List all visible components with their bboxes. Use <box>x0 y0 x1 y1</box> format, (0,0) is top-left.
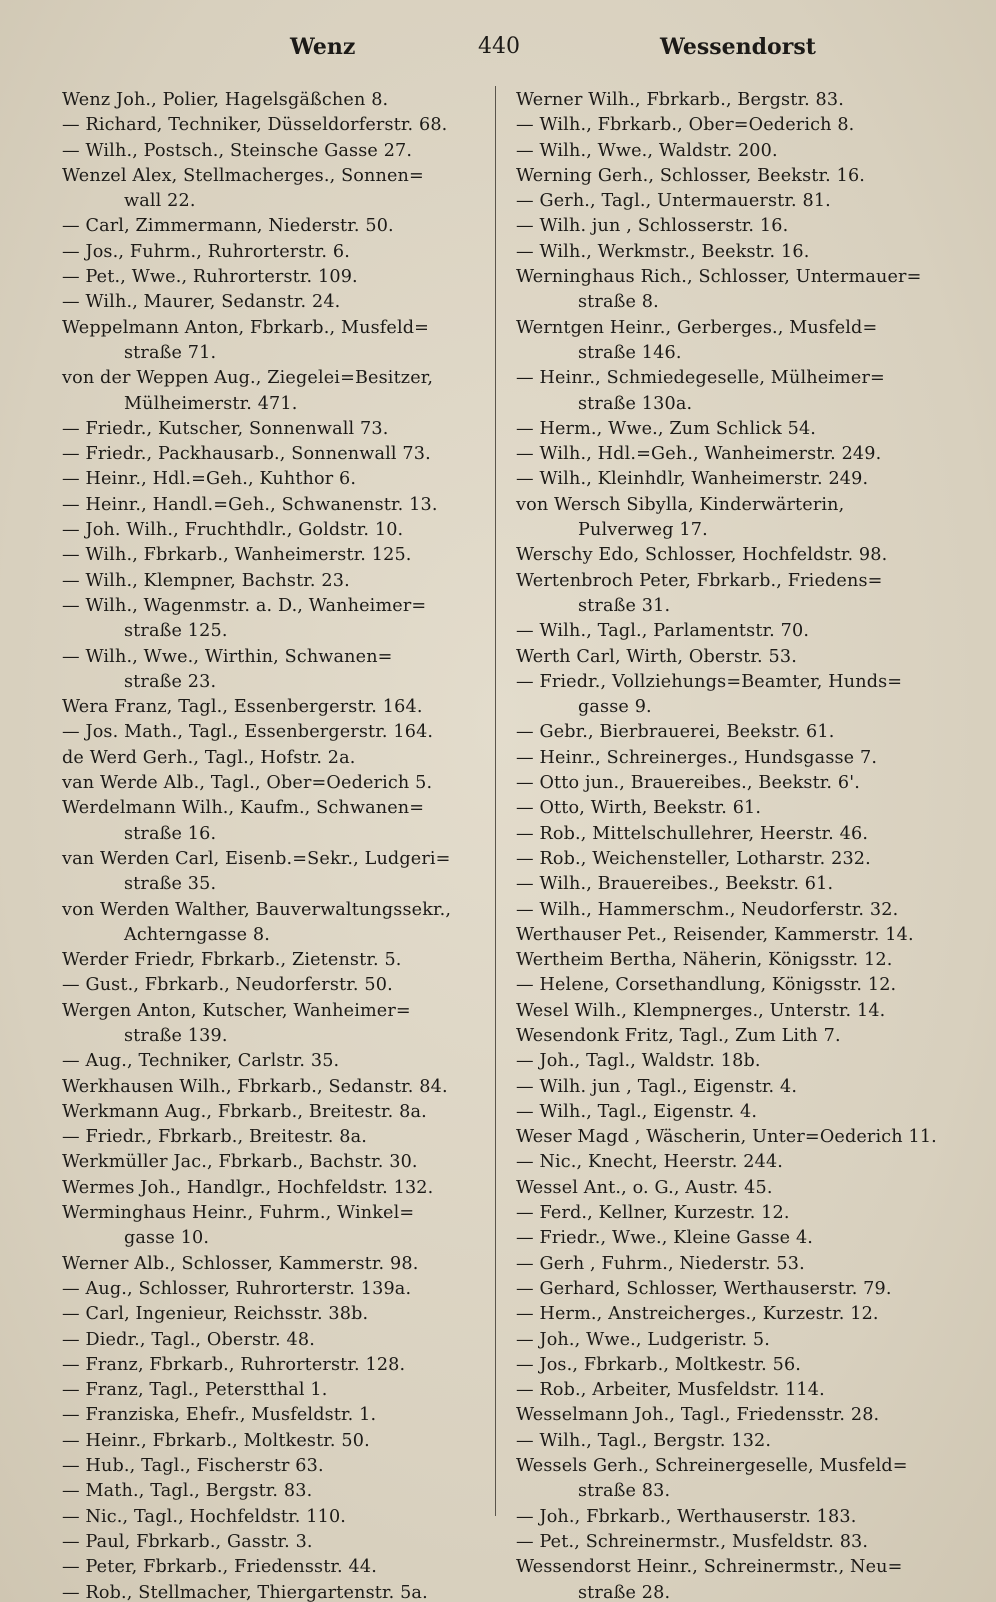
directory-entry: von Wersch Sibylla, Kinderwärterin, <box>516 494 845 515</box>
directory-entry: — Pet., Wwe., Ruhrorterstr. 109. <box>62 267 358 288</box>
directory-entry: Wertheim Bertha, Näherin, Königsstr. 12. <box>516 950 893 971</box>
directory-entry: Wessels Gerh., Schreinergeselle, Musfeld= <box>516 1456 908 1477</box>
directory-entry: Wessel Ant., o. G., Austr. 45. <box>516 1177 773 1198</box>
entry-continuation: gasse 9. <box>578 697 652 718</box>
directory-entry: Wenzel Alex, Stellmacherges., Sonnen= <box>62 165 424 186</box>
directory-entry: — Heinr., Schreinerges., Hundsgasse 7. <box>516 747 878 768</box>
directory-entry: — Friedr., Vollziehungs=Beamter, Hunds= <box>516 671 903 692</box>
directory-entry: Wenz Joh., Polier, Hagelsgäßchen 8. <box>62 90 389 110</box>
directory-entry: von der Weppen Aug., Ziegelei=Besitzer, <box>62 368 434 389</box>
directory-entry: — Wilh., Wwe., Waldstr. 200. <box>516 140 778 161</box>
directory-entry: — Franz, Fbrkarb., Ruhrorterstr. 128. <box>62 1354 406 1375</box>
page-number: 440 <box>478 34 520 59</box>
directory-entry: von Werden Walther, Bauverwaltungssekr., <box>62 899 452 920</box>
directory-entry: Weser Magd , Wäscherin, Unter=Oederich 11. <box>516 1127 937 1148</box>
directory-entry: van Werden Carl, Eisenb.=Sekr., Ludgeri= <box>62 848 451 869</box>
directory-entry: — Joh., Fbrkarb., Werthauserstr. 183. <box>516 1506 857 1527</box>
entry-continuation: straße 31. <box>578 595 671 616</box>
directory-entry: — Heinr., Hdl.=Geh., Kuhthor 6. <box>62 469 357 490</box>
directory-entry: — Jos., Fuhrm., Ruhrorterstr. 6. <box>62 241 350 262</box>
directory-entry: — Wilh., Tagl., Bergstr. 132. <box>516 1430 772 1451</box>
directory-entry: — Herm., Wwe., Zum Schlick 54. <box>516 418 817 439</box>
directory-entry: — Joh. Wilh., Fruchthdlr., Goldstr. 10. <box>62 520 404 541</box>
entry-continuation: Mülheimerstr. 471. <box>124 393 298 414</box>
left-column <box>62 88 487 1602</box>
directory-entry: Werntgen Heinr., Gerberges., Musfeld= <box>516 317 878 338</box>
directory-entry: — Wilh., Hammerschm., Neudorferstr. 32. <box>516 899 899 920</box>
directory-entry: Werning Gerh., Schlosser, Beekstr. 16. <box>516 165 866 186</box>
entry-continuation: straße 83. <box>578 1481 671 1502</box>
directory-entry: — Wilh., Kleinhdlr, Wanheimerstr. 249. <box>516 469 869 490</box>
directory-entry: — Franz, Tagl., Peterstthal 1. <box>62 1380 328 1401</box>
directory-entry: — Ferd., Kellner, Kurzestr. 12. <box>516 1203 790 1224</box>
directory-entry: — Wilh., Hdl.=Geh., Wanheimerstr. 249. <box>516 444 882 465</box>
directory-entry: Werkmann Aug., Fbrkarb., Breitestr. 8a. <box>62 1101 427 1122</box>
directory-entry: — Diedr., Tagl., Oberstr. 48. <box>62 1329 315 1350</box>
page-header <box>60 34 956 74</box>
entry-continuation: straße 130a. <box>578 393 693 414</box>
directory-entry: van Werde Alb., Tagl., Ober=Oederich 5. <box>62 773 433 794</box>
directory-entry: — Heinr., Fbrkarb., Moltkestr. 50. <box>62 1430 370 1451</box>
directory-entry: Weppelmann Anton, Fbrkarb., Musfeld= <box>62 317 430 338</box>
directory-entry: — Peter, Fbrkarb., Friedensstr. 44. <box>62 1557 377 1578</box>
directory-entry: — Rob., Weichensteller, Lotharstr. 232. <box>516 848 871 869</box>
directory-entry: — Wilh., Werkmstr., Beekstr. 16. <box>516 241 810 262</box>
directory-entry: — Wilh., Maurer, Sedanstr. 24. <box>62 292 341 313</box>
directory-entry: — Heinr., Schmiedegeselle, Mülheimer= <box>516 368 885 389</box>
directory-entry: Wertenbroch Peter, Fbrkarb., Friedens= <box>516 570 883 591</box>
directory-entry: Wermes Joh., Handlgr., Hochfeldstr. 132. <box>62 1177 434 1198</box>
directory-entry: — Pet., Schreinermstr., Musfeldstr. 83. <box>516 1531 869 1552</box>
directory-entry: — Friedr., Packhausarb., Sonnenwall 73. <box>62 444 431 465</box>
directory-entry: Wesselmann Joh., Tagl., Friedensstr. 28. <box>516 1405 880 1426</box>
directory-entry: — Franziska, Ehefr., Musfeldstr. 1. <box>62 1405 377 1426</box>
directory-entry: — Wilh., Wwe., Wirthin, Schwanen= <box>62 646 393 667</box>
directory-entry: — Otto jun., Brauereibes., Beekstr. 6'. <box>516 773 860 794</box>
directory-entry: Wessendorst Heinr., Schreinermstr., Neu= <box>516 1557 903 1578</box>
directory-entry: Werder Friedr, Fbrkarb., Zietenstr. 5. <box>62 950 402 971</box>
directory-entry: Werner Wilh., Fbrkarb., Bergstr. 83. <box>516 90 844 110</box>
directory-entry: — Wilh., Klempner, Bachstr. 23. <box>62 570 350 591</box>
directory-entry: Wesel Wilh., Klempnerges., Unterstr. 14. <box>516 1000 886 1021</box>
entry-continuation: Pulverweg 17. <box>578 520 708 541</box>
directory-entry: Werth Carl, Wirth, Oberstr. 53. <box>516 646 797 667</box>
directory-entry: — Carl, Ingenieur, Reichsstr. 38b. <box>62 1304 369 1325</box>
column-divider <box>495 86 496 1516</box>
directory-entry: — Joh., Wwe., Ludgeristr. 5. <box>516 1329 771 1350</box>
entry-continuation: straße 139. <box>124 1025 228 1046</box>
directory-entry: — Aug., Schlosser, Ruhrorterstr. 139a. <box>62 1278 412 1299</box>
entry-continuation: wall 22. <box>124 191 196 212</box>
directory-entry: Werschy Edo, Schlosser, Hochfeldstr. 98. <box>516 545 888 566</box>
directory-entry: — Rob., Arbeiter, Musfeldstr. 114. <box>516 1380 825 1401</box>
directory-entry: Wergen Anton, Kutscher, Wanheimer= <box>62 1000 411 1021</box>
directory-entry: — Carl, Zimmermann, Niederstr. 50. <box>62 216 394 237</box>
directory-entry: — Wilh., Brauereibes., Beekstr. 61. <box>516 874 834 895</box>
entry-continuation: Achterngasse 8. <box>124 924 270 945</box>
entry-continuation: straße 28. <box>578 1582 671 1602</box>
directory-entry: — Gerhard, Schlosser, Werthauserstr. 79. <box>516 1278 892 1299</box>
directory-entry: — Nic., Tagl., Hochfeldstr. 110. <box>62 1506 347 1527</box>
directory-entry: — Wilh., Fbrkarb., Ober=Oederich 8. <box>516 115 855 136</box>
directory-entry: Werner Alb., Schlosser, Kammerstr. 98. <box>62 1253 419 1274</box>
entry-continuation: straße 71. <box>124 342 217 363</box>
directory-entry: — Paul, Fbrkarb., Gasstr. 3. <box>62 1531 313 1552</box>
directory-entry: — Gerh., Tagl., Untermauerstr. 81. <box>516 191 831 212</box>
directory-entry: Werdelmann Wilh., Kaufm., Schwanen= <box>62 798 425 819</box>
directory-entry: Werthauser Pet., Reisender, Kammerstr. 14. <box>516 924 914 945</box>
directory-entry: — Wilh. jun , Schlosserstr. 16. <box>516 216 789 237</box>
directory-entry: — Wilh., Postsch., Steinsche Gasse 27. <box>62 140 413 161</box>
directory-entry: Werkmüller Jac., Fbrkarb., Bachstr. 30. <box>62 1152 418 1173</box>
directory-entry: — Friedr., Kutscher, Sonnenwall 73. <box>62 418 389 439</box>
directory-entry: — Nic., Knecht, Heerstr. 244. <box>516 1152 784 1173</box>
directory-entry: — Helene, Corsethandlung, Königsstr. 12. <box>516 975 897 996</box>
entry-continuation: straße 35. <box>124 874 217 895</box>
directory-entry: — Gust., Fbrkarb., Neudorferstr. 50. <box>62 975 393 996</box>
directory-entry: Wesendonk Fritz, Tagl., Zum Lith 7. <box>516 1025 841 1046</box>
directory-entry: — Wilh., Wagenmstr. a. D., Wanheimer= <box>62 595 427 616</box>
right-column <box>516 88 956 1602</box>
directory-entry: — Joh., Tagl., Waldstr. 18b. <box>516 1051 761 1072</box>
directory-entry: — Gebr., Bierbrauerei, Beekstr. 61. <box>516 722 835 743</box>
entry-continuation: straße 16. <box>124 823 217 844</box>
directory-entry: de Werd Gerh., Tagl., Hofstr. 2a. <box>62 747 356 768</box>
directory-entry: — Richard, Techniker, Düsseldorferstr. 68. <box>62 115 448 136</box>
entry-continuation: straße 146. <box>578 342 682 363</box>
directory-entry: — Jos., Fbrkarb., Moltkestr. 56. <box>516 1354 802 1375</box>
directory-entry: — Rob., Mittelschullehrer, Heerstr. 46. <box>516 823 869 844</box>
directory-entry: — Wilh., Fbrkarb., Wanheimerstr. 125. <box>62 545 412 566</box>
directory-entry: Werminghaus Heinr., Fuhrm., Winkel= <box>62 1203 415 1224</box>
header-right-keyword: Wessendorst <box>660 34 816 60</box>
directory-entry: — Math., Tagl., Bergstr. 83. <box>62 1481 313 1502</box>
directory-entry: — Gerh , Fuhrm., Niederstr. 53. <box>516 1253 805 1274</box>
directory-entry: — Friedr., Fbrkarb., Breitestr. 8a. <box>62 1127 367 1148</box>
directory-entry: Werninghaus Rich., Schlosser, Untermauer= <box>516 267 922 288</box>
directory-entry: — Hub., Tagl., Fischerstr 63. <box>62 1456 324 1477</box>
directory-entry: — Heinr., Handl.=Geh., Schwanenstr. 13. <box>62 494 438 515</box>
directory-entry: Wera Franz, Tagl., Essenbergerstr. 164. <box>62 697 423 718</box>
directory-entry: — Herm., Anstreicherges., Kurzestr. 12. <box>516 1304 879 1325</box>
directory-entry: — Jos. Math., Tagl., Essenbergerstr. 164. <box>62 722 434 743</box>
entry-continuation: straße 8. <box>578 292 659 313</box>
directory-entry: Werkhausen Wilh., Fbrkarb., Sedanstr. 84. <box>62 1076 448 1097</box>
directory-entry: — Aug., Techniker, Carlstr. 35. <box>62 1051 340 1072</box>
directory-entry: — Wilh., Tagl., Parlamentstr. 70. <box>516 621 810 642</box>
header-left-keyword: Wenz <box>290 34 356 60</box>
entry-continuation: straße 125. <box>124 621 228 642</box>
entry-continuation: straße 23. <box>124 671 217 692</box>
directory-entry: — Friedr., Wwe., Kleine Gasse 4. <box>516 1228 814 1249</box>
directory-entry: — Rob., Stellmacher, Thiergartenstr. 5a. <box>62 1582 428 1602</box>
directory-entry: — Wilh., Tagl., Eigenstr. 4. <box>516 1101 758 1122</box>
entry-continuation: gasse 10. <box>124 1228 210 1249</box>
directory-entry: — Otto, Wirth, Beekstr. 61. <box>516 798 762 819</box>
directory-entry: — Wilh. jun , Tagl., Eigenstr. 4. <box>516 1076 798 1097</box>
